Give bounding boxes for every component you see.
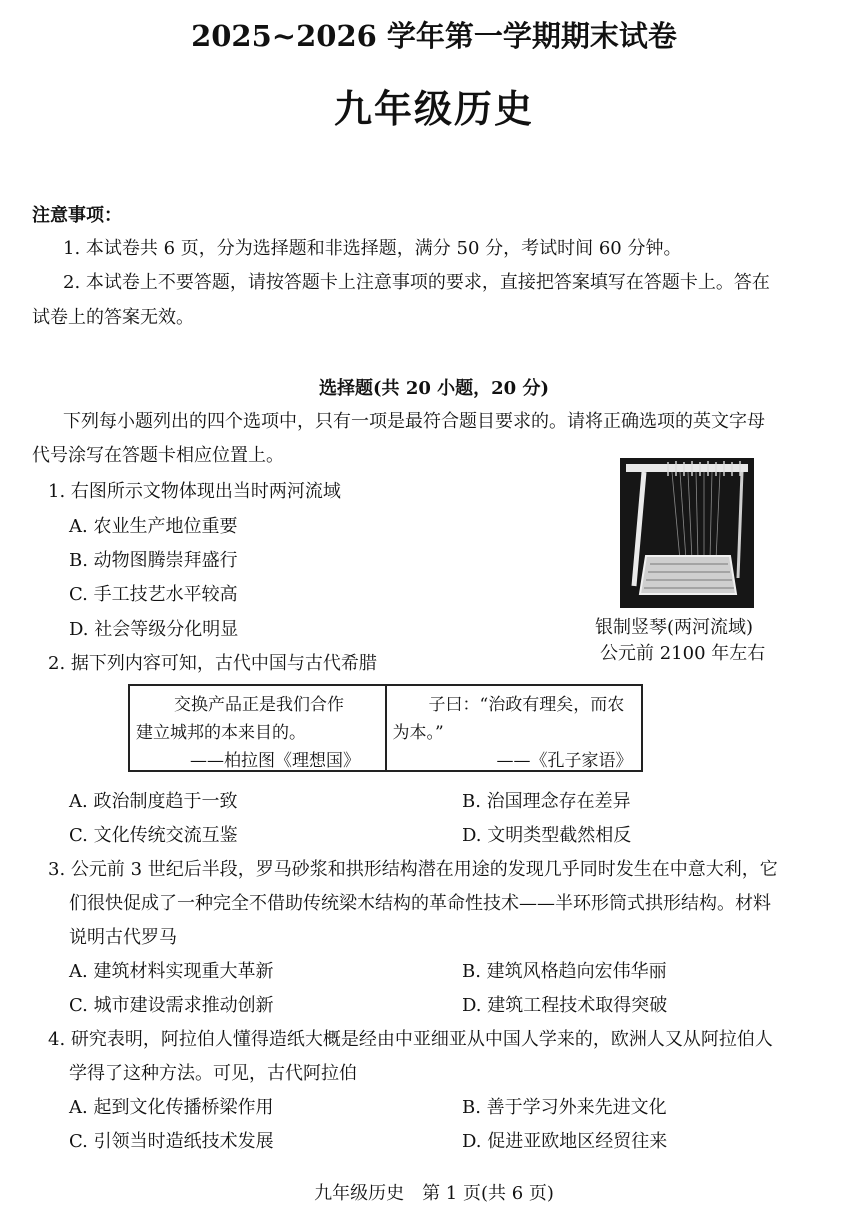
q2-left-quote <box>130 686 385 770</box>
q1-option-a: A. 农业生产地位重要 <box>69 516 238 537</box>
q2-option-d: D. 文明类型截然相反 <box>462 825 632 846</box>
left-quote-line-2: 建立城邦的本来目的。 <box>136 723 306 743</box>
q1-option-b: B. 动物图腾崇拜盛行 <box>69 550 238 571</box>
subject-title: 九年级历史 <box>333 86 534 131</box>
q1-stem: 1. 右图所示文物体现出当时两河流域 <box>48 481 341 502</box>
exam-title: 2025~2026 学年第一学期期末试卷 <box>191 19 677 53</box>
notes-item-2-line-2: 试卷上的答案无效。 <box>32 307 194 328</box>
notes-item-1: 1. 本试卷共 6 页，分为选择题和非选择题，满分 50 分，考试时间 60 分钟。 <box>63 238 682 259</box>
section-title: 选择题(共 20 小题，20 分) <box>319 378 549 399</box>
q4-stem-line-1: 4. 研究表明，阿拉伯人懂得造纸大概是经由中亚细亚从中国人学来的，欧洲人又从阿拉伯人 <box>48 1029 773 1050</box>
q4-option-a: A. 起到文化传播桥梁作用 <box>69 1097 274 1118</box>
q4-option-c: C. 引领当时造纸技术发展 <box>69 1131 274 1152</box>
q4-option-b: B. 善于学习外来先进文化 <box>462 1097 667 1118</box>
q2-stem: 2. 据下列内容可知，古代中国与古代希腊 <box>48 653 377 674</box>
q4-stem-line-2: 学得了这种方法。可见，古代阿拉伯 <box>69 1063 357 1084</box>
notes-heading: 注意事项： <box>32 205 122 226</box>
q2-quote-table <box>128 684 643 772</box>
section-instructions-line-1: 下列每小题列出的四个选项中，只有一项是最符合题目要求的。请将正确选项的英文字母 <box>63 411 765 432</box>
notes-item-2-line-1: 2. 本试卷上不要答题，请按答题卡上注意事项的要求，直接把答案填写在答题卡上。答在 <box>63 272 770 293</box>
q3-option-d: D. 建筑工程技术取得突破 <box>462 995 668 1016</box>
page-footer: 九年级历史 第 1 页(共 6 页) <box>314 1183 554 1204</box>
q2-option-a: A. 政治制度趋于一致 <box>69 791 238 812</box>
right-quote-line-2: 为本。” <box>392 723 444 743</box>
q3-option-b: B. 建筑风格趋向宏伟华丽 <box>462 961 667 982</box>
q4-option-d: D. 促进亚欧地区经贸往来 <box>462 1131 668 1152</box>
q3-option-a: A. 建筑材料实现重大革新 <box>69 961 274 982</box>
figure-caption-line-2: 公元前 2100 年左右 <box>600 643 766 664</box>
q1-option-d: D. 社会等级分化明显 <box>69 619 239 640</box>
figure-caption-line-1: 银制竖琴(两河流域) <box>595 617 754 638</box>
left-quote-source: ——柏拉图《理想国》 <box>190 751 360 771</box>
section-instructions-line-2: 代号涂写在答题卡相应位置上。 <box>32 445 284 466</box>
q3-stem-line-2: 们很快促成了一种完全不借助传统梁木结构的革命性技术——半环形筒式拱形结构。材料 <box>69 893 771 914</box>
silver-lyre-image <box>620 458 754 608</box>
lyre-drawing <box>620 458 754 608</box>
right-quote-line-1: 子曰：“治政有理矣，而农 <box>428 695 625 715</box>
q1-option-c: C. 手工技艺水平较高 <box>69 584 238 605</box>
q2-option-b: B. 治国理念存在差异 <box>462 791 631 812</box>
q2-right-quote <box>385 686 642 770</box>
left-quote-line-1: 交换产品正是我们合作 <box>174 695 344 715</box>
right-quote-source: ——《孔子家语》 <box>496 751 633 771</box>
q3-stem-line-1: 3. 公元前 3 世纪后半段，罗马砂浆和拱形结构潜在用途的发现几乎同时发生在中意大利，它 <box>48 859 778 880</box>
q2-option-c: C. 文化传统交流互鉴 <box>69 825 238 846</box>
q3-option-c: C. 城市建设需求推动创新 <box>69 995 274 1016</box>
q3-stem-line-3: 说明古代罗马 <box>69 927 177 948</box>
